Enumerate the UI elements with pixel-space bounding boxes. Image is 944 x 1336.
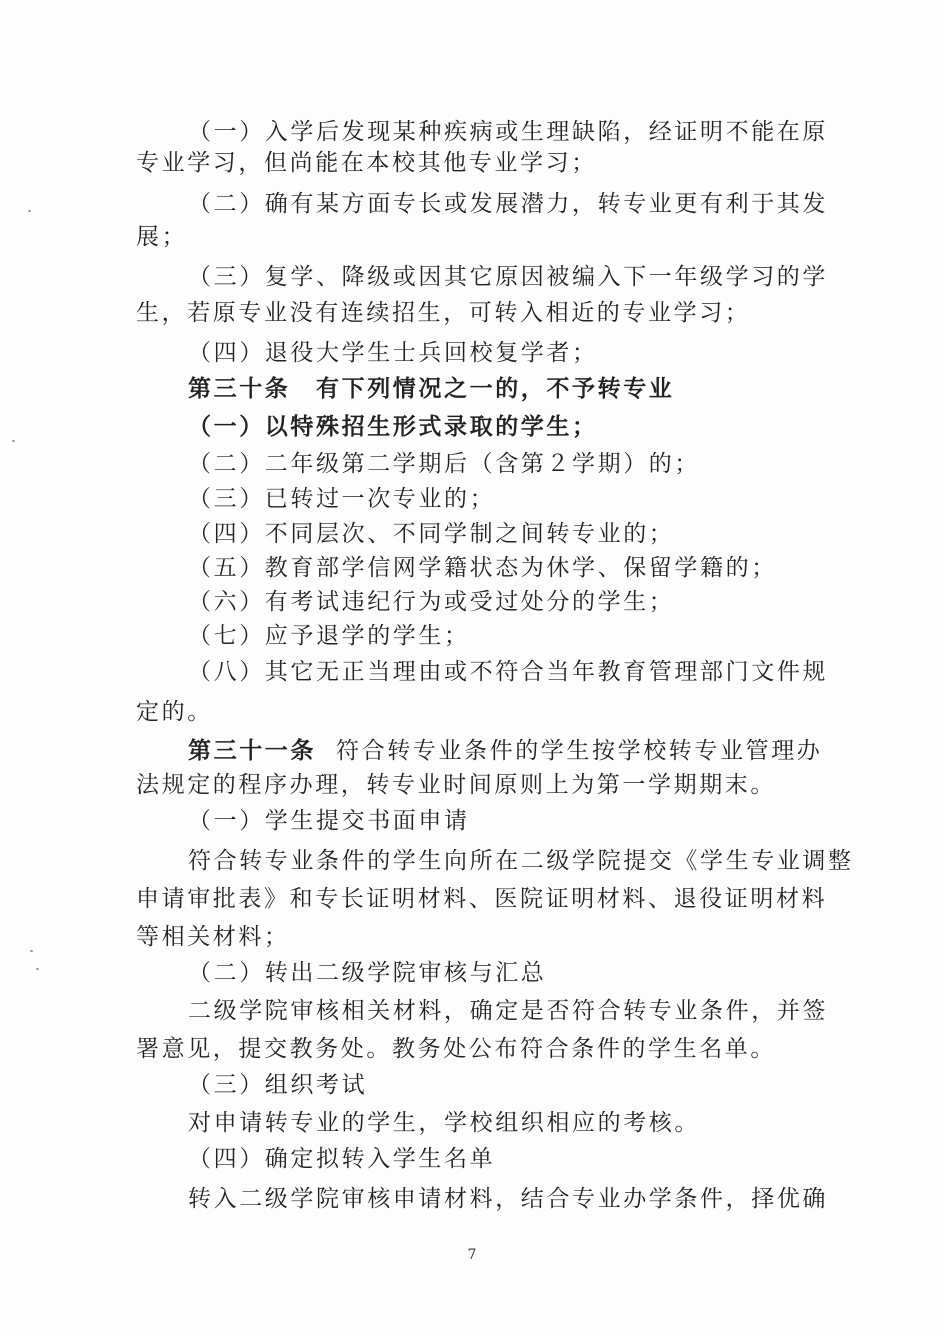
text-line: 生，若原专业没有连续招生，可转入相近的专业学习； — [136, 300, 751, 326]
text-line: 专业学习，但尚能在本校其他专业学习； — [136, 150, 597, 176]
article-30-heading: 第三十条 有下列情况之一的，不予转专业 — [188, 375, 675, 402]
text-line: （六）有考试违纪行为或受过处分的学生； — [188, 589, 675, 615]
text-line: （二）二年级第二学期后（含第２学期）的； — [188, 451, 700, 477]
text-line: （一）以特殊招生形式录取的学生； — [188, 413, 598, 440]
page-number: 7 — [467, 1247, 477, 1263]
text-line: 符合转专业条件的学生向所在二级学院提交《学生专业调整 — [188, 848, 854, 874]
text-line: （四）退役大学生士兵回校复学者； — [188, 340, 598, 366]
text-line: （三）组织考试 — [188, 1072, 368, 1098]
text-line: （四）不同层次、不同学制之间转专业的； — [188, 521, 675, 547]
text-line: （一）学生提交书面申请 — [188, 808, 470, 834]
text-line: （七）应予退学的学生； — [188, 623, 470, 649]
text-line: 展； — [136, 224, 188, 250]
text-line: （二）转出二级学院审核与汇总 — [188, 960, 547, 986]
article-31-heading: 第三十一条 — [188, 737, 316, 764]
text-line: 署意见，提交教务处。教务处公布符合条件的学生名单。 — [136, 1036, 776, 1062]
scan-speck — [30, 950, 33, 952]
text-line: （三）已转过一次专业的； — [188, 486, 496, 512]
text-line: （八）其它无正当理由或不符合当年教育管理部门文件规 — [188, 659, 828, 685]
scan-speck — [36, 968, 39, 970]
text-line: 二级学院审核相关材料，确定是否符合转专业条件，并签 — [188, 998, 828, 1024]
text-line: 申请审批表》和专长证明材料、医院证明材料、退役证明材料 — [136, 886, 828, 912]
text-line: （三）复学、降级或因其它原因被编入下一年级学习的学 — [188, 264, 828, 290]
text-line: （二）确有某方面专长或发展潜力，转专业更有利于其发 — [188, 191, 828, 217]
text-line: 符合转专业条件的学生按学校转专业管理办 — [336, 738, 823, 764]
text-line: 转入二级学院审核申请材料，结合专业办学条件，择优确 — [188, 1186, 828, 1212]
scan-speck — [28, 210, 31, 212]
text-line: （五）教育部学信网学籍状态为休学、保留学籍的； — [188, 555, 777, 581]
scan-speck — [12, 440, 15, 442]
text-line: 法规定的程序办理，转专业时间原则上为第一学期期末。 — [136, 772, 776, 798]
text-line: 定的。 — [136, 699, 213, 725]
text-line: （一）入学后发现某种疾病或生理缺陷，经证明不能在原 — [188, 119, 828, 145]
text-line: （四）确定拟转入学生名单 — [188, 1146, 496, 1172]
text-line: 对申请转专业的学生，学校组织相应的考核。 — [188, 1110, 700, 1136]
text-line: 等相关材料； — [136, 924, 290, 950]
